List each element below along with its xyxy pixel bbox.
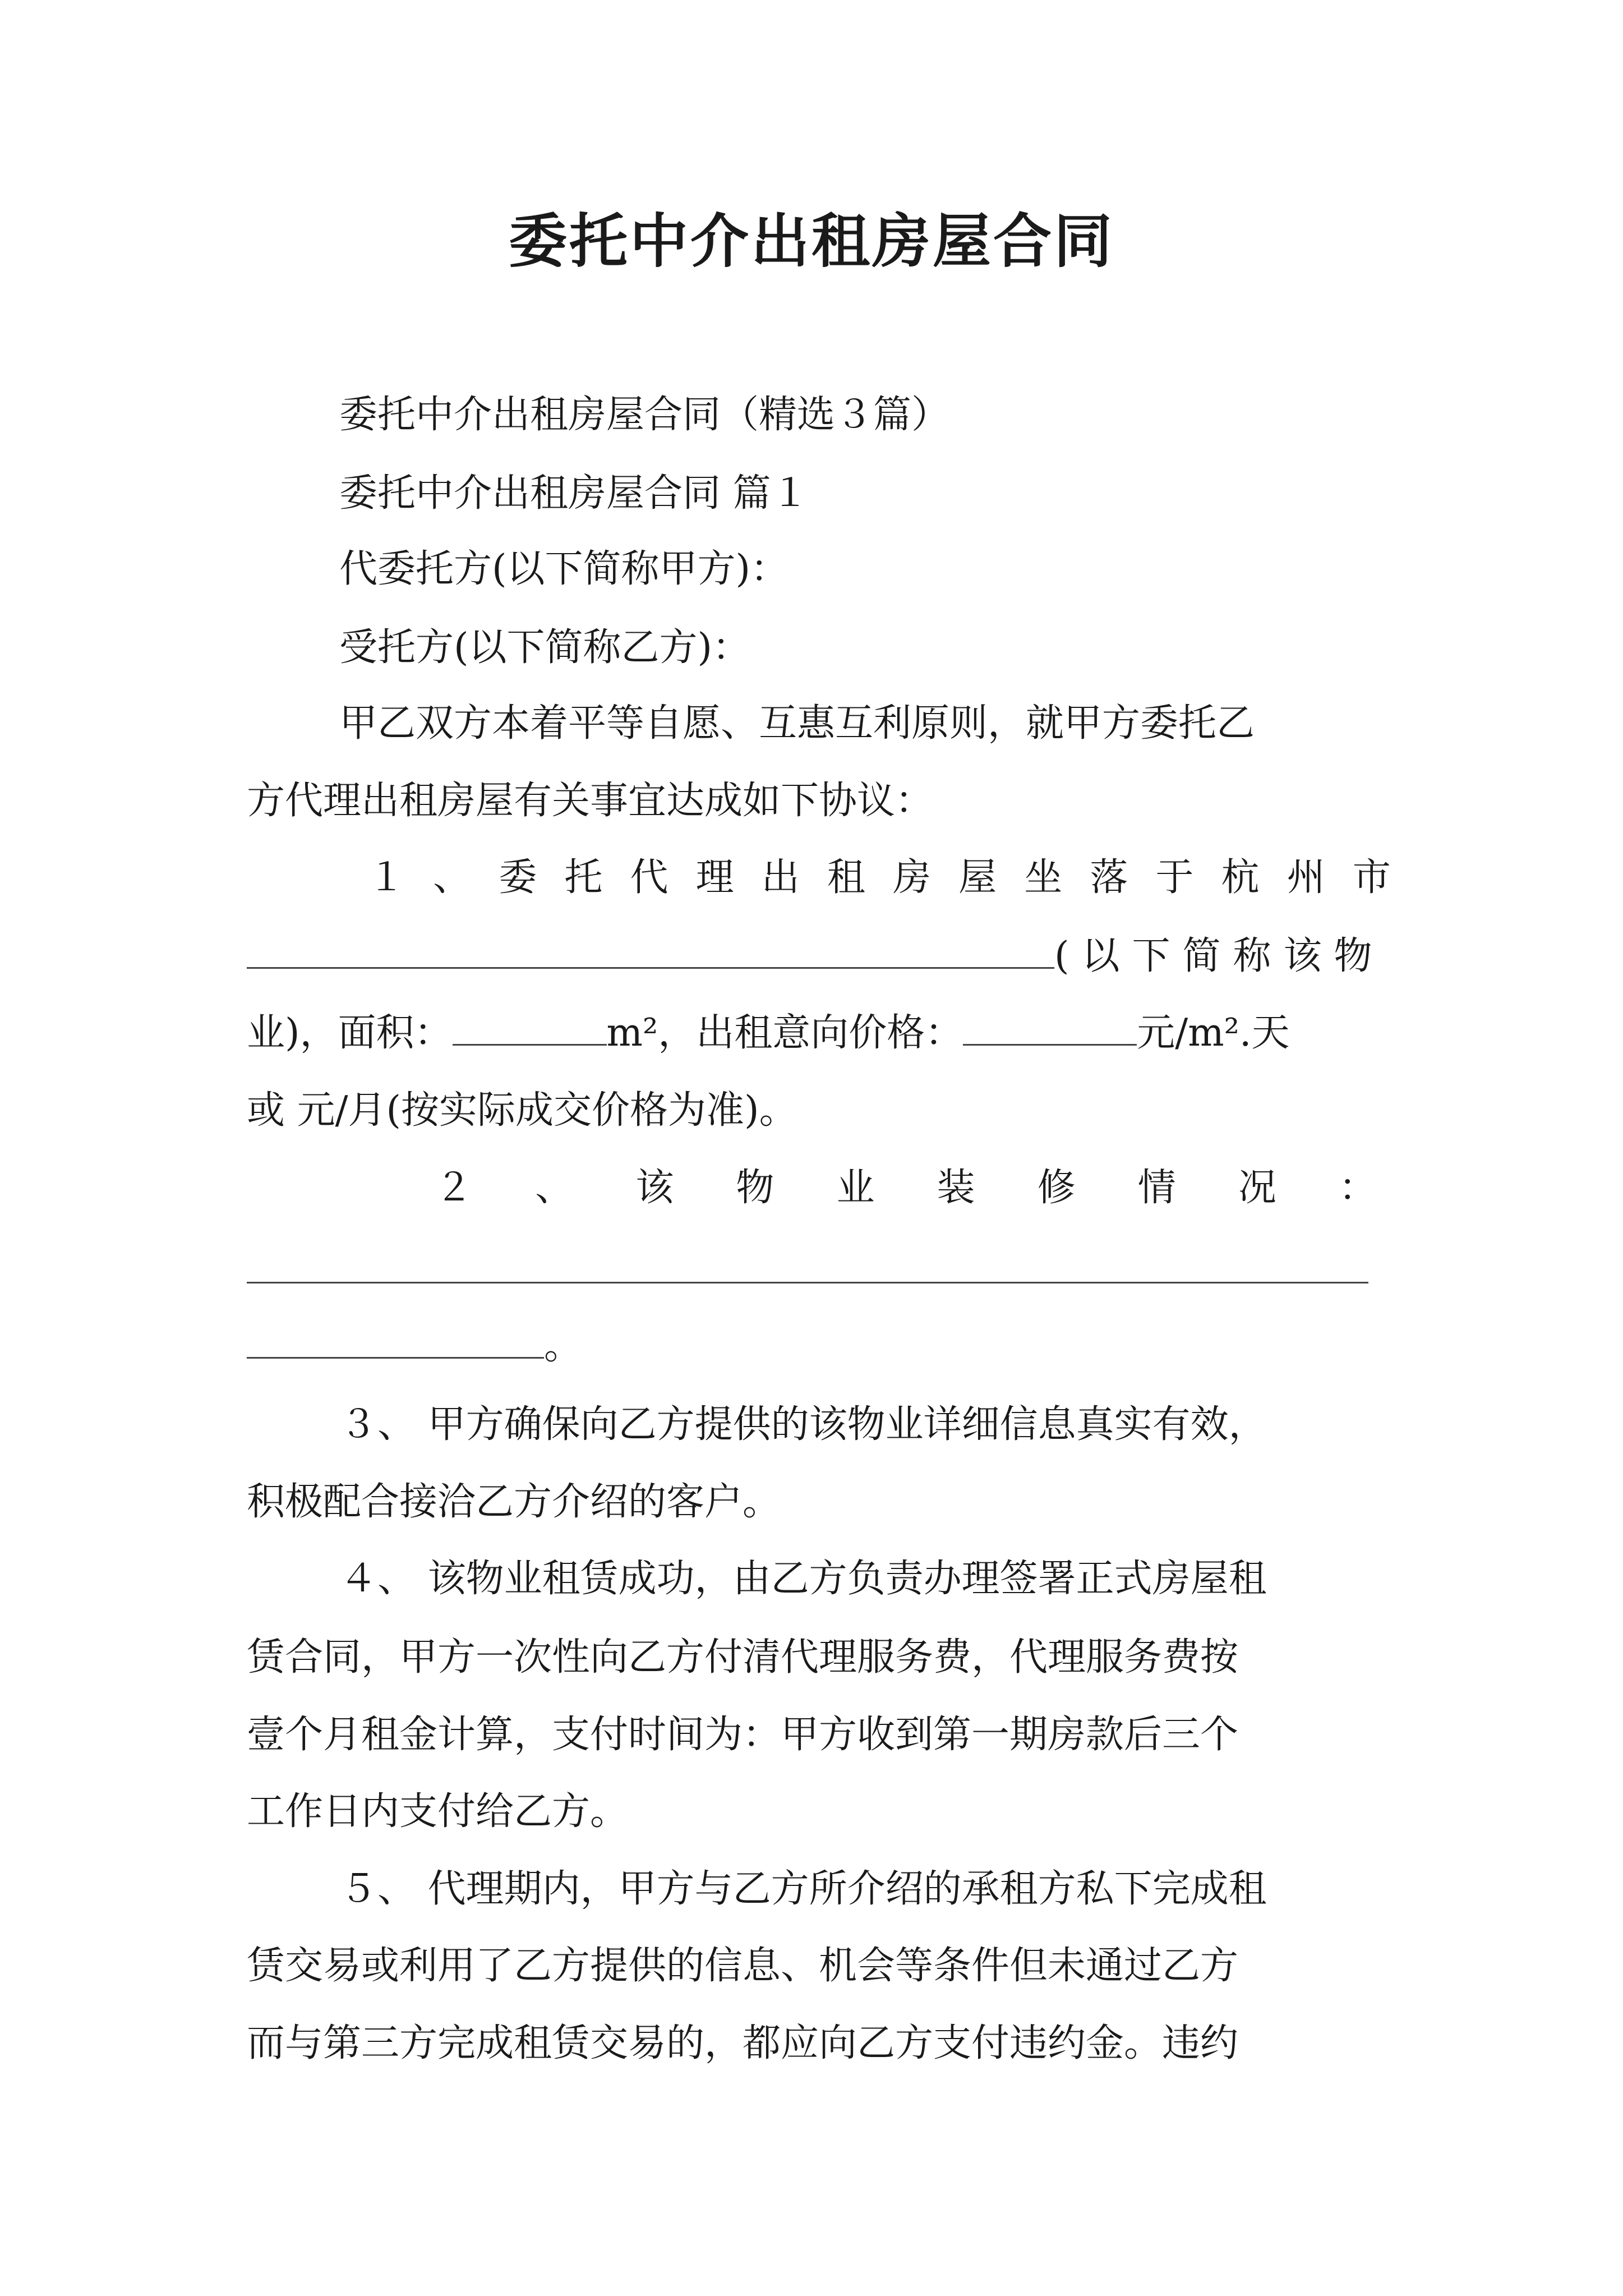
party-a-line: 代委托方(以下简称甲方)： [339, 547, 789, 591]
clause3-line2: 积极配合接洽乙方介绍的客户。 [247, 1480, 781, 1524]
clause1-char: 杭 [1221, 855, 1260, 900]
clause1-char: １ [367, 855, 406, 900]
preamble-line-1: 甲乙双方本着平等自愿、互惠互利原则，就甲方委托乙 [339, 701, 1255, 746]
decoration-blank-line [247, 1282, 1368, 1283]
clause1-char: 托 [564, 855, 603, 900]
clause2-line3 [247, 1318, 1391, 1374]
clause2-char: 装 [937, 1166, 975, 1210]
party-b-line: 受托方(以下简称乙方)： [339, 625, 751, 670]
clause1-char: 房 [893, 855, 932, 900]
clause2-char: 物 [736, 1166, 774, 1210]
document-title: 委托中介出租房屋合同 [508, 206, 1114, 275]
clause5-line3: 而与第三方完成租赁交易的，都应向乙方支付违约金。违约 [247, 2021, 1239, 2065]
clause1-char: 出 [761, 855, 800, 900]
clause1-char: 于 [1155, 855, 1194, 900]
clause2-char: 该 [635, 1166, 674, 1210]
clause1-char: 租 [827, 855, 865, 900]
clause4-line1: ４、 该物业租赁成功，由乙方负责办理签署正式房屋租 [339, 1557, 1267, 1601]
clause4-line2: 赁合同，甲方一次性向乙方付清代理服务费，代理服务费按 [247, 1635, 1239, 1680]
clause2-line1 [435, 1160, 1377, 1216]
clause2-char: ： [1338, 1166, 1377, 1210]
clause2-char: ２ [435, 1166, 473, 1210]
clause1-line2-tail: (以下简称该物 [1054, 934, 1385, 978]
clause1-char: 理 [695, 855, 734, 900]
clause5-line1: ５、 代理期内，甲方与乙方所介绍的承租方私下完成租 [339, 1867, 1267, 1911]
clause4-line4: 工作日内支付给乙方。 [247, 1789, 629, 1834]
price-label: m²，出租意向价格： [606, 1011, 963, 1055]
clause1-line3 [247, 1005, 1391, 1061]
clause1-char: 代 [630, 855, 668, 900]
clause1-char: 市 [1352, 855, 1391, 900]
clause1-line4: 或 元/月(按实际成交价格为准)。 [247, 1088, 797, 1133]
price-blank [963, 1009, 1137, 1046]
intro-line: 委托中介出租房屋合同（精选３篇） [339, 393, 950, 437]
clause2-char: 、 [535, 1166, 574, 1210]
clause1-line1 [367, 850, 1391, 906]
location-blank [247, 932, 1054, 969]
preamble-line-2: 方代理出租房屋有关事宜达成如下协议： [247, 779, 934, 823]
clause1-char: 委 [499, 855, 537, 900]
clause1-line2 [247, 928, 1391, 984]
price-unit: 元/m².天 [1137, 1011, 1290, 1055]
clause2-char: 业 [836, 1166, 875, 1210]
area-blank [453, 1009, 607, 1046]
area-label: 业)，面积： [247, 1011, 453, 1055]
clause3-line1: ３、 甲方确保向乙方提供的该物业详细信息真实有效， [339, 1402, 1267, 1447]
clause1-char: 落 [1090, 855, 1128, 900]
clause2-char: 况 [1238, 1166, 1276, 1210]
clause2-char: 修 [1037, 1166, 1076, 1210]
clause4-line3: 壹个月租金计算，支付时间为：甲方收到第一期房款后三个 [247, 1713, 1239, 1757]
decoration-blank-short [247, 1322, 544, 1359]
clause1-char: 屋 [958, 855, 997, 900]
clause1-char: 坐 [1024, 855, 1063, 900]
clause2-char: 情 [1137, 1166, 1176, 1210]
clause1-char: 州 [1287, 855, 1325, 900]
clause1-char: 、 [433, 855, 472, 900]
clause5-line2: 赁交易或利用了乙方提供的信息、机会等条件但未通过乙方 [247, 1944, 1239, 1988]
clause2-end-mark: 。 [544, 1324, 583, 1368]
part-heading: 委托中介出租房屋合同 篇１ [339, 471, 809, 516]
